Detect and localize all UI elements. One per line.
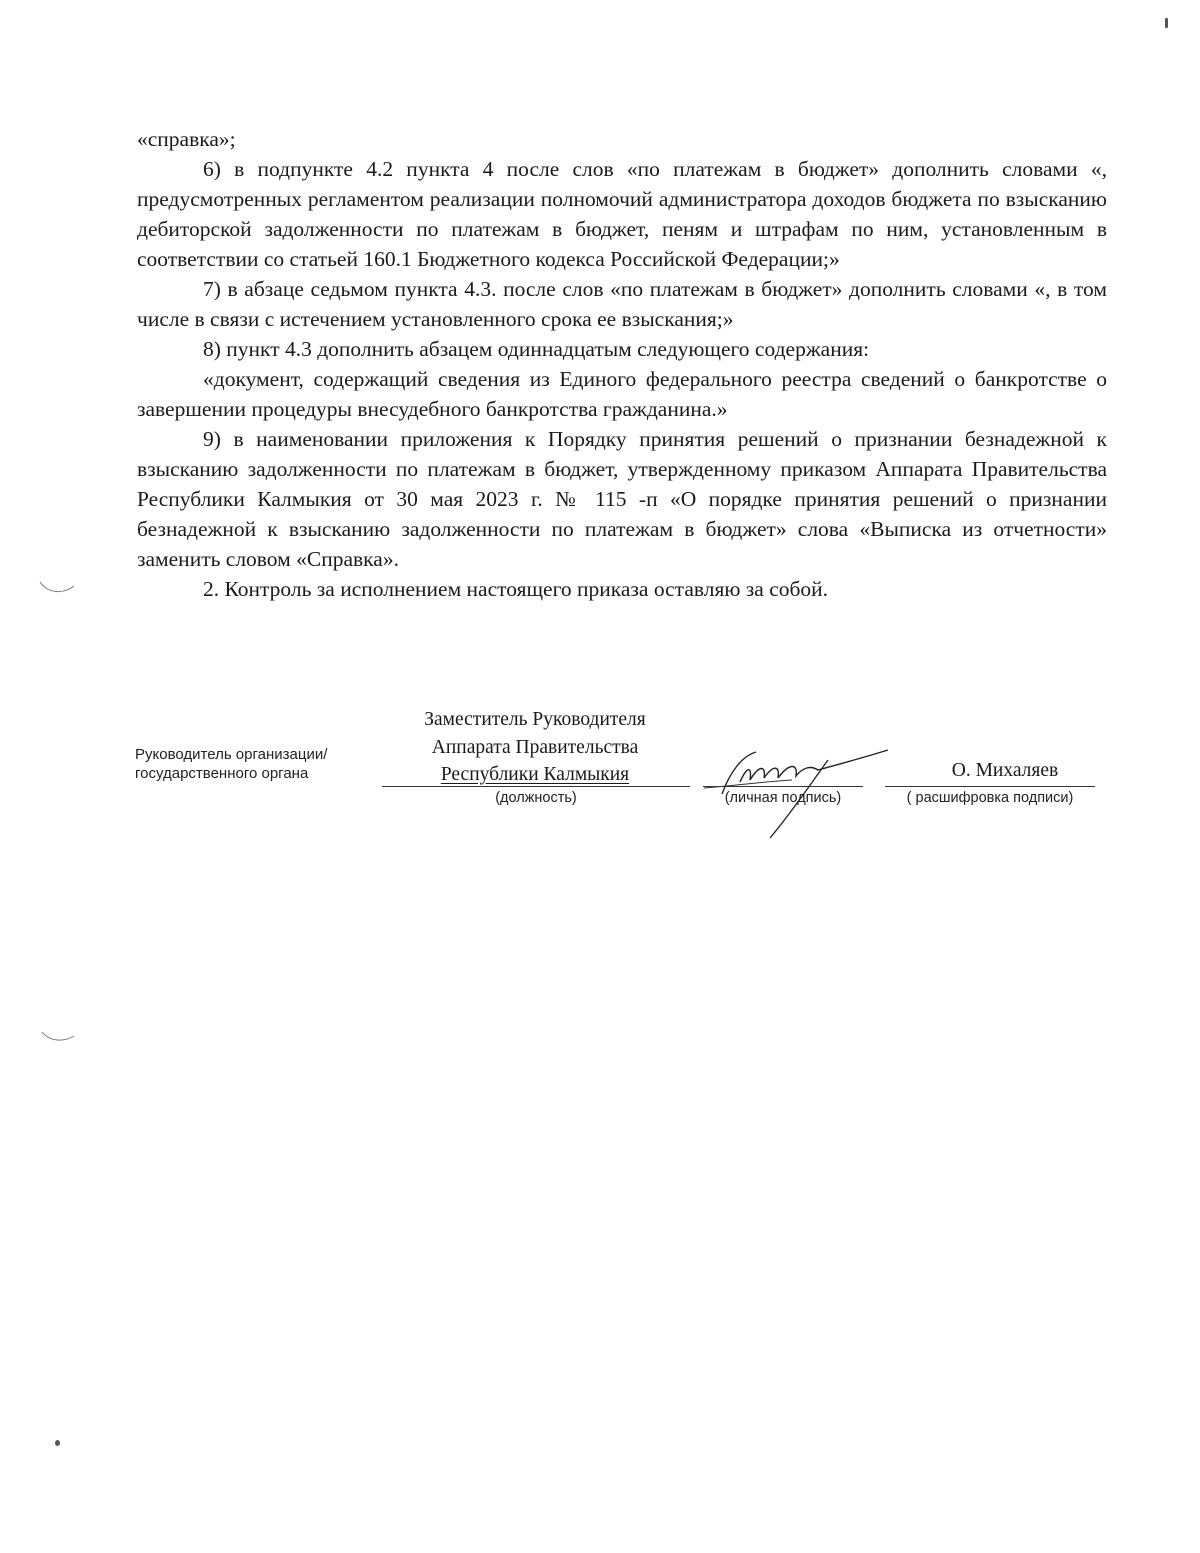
- signature-caption: (личная подпись): [724, 790, 842, 806]
- scan-mark: [40, 1030, 76, 1046]
- position-caption: (должность): [495, 790, 577, 806]
- handwritten-signature: [700, 742, 900, 842]
- position-line-3: Республики Калмыкия: [440, 764, 630, 785]
- paragraph-4: 8) пункт 4.3 дополнить абзацем одиннадцатым следующего содержания:: [203, 337, 870, 361]
- position-title: [382, 706, 688, 789]
- org-label: [135, 745, 385, 783]
- paragraph-5: «документ, содержащий сведения из Единого федерального реестра сведений о банкротстве о завершении процедуры внесудебного банкротства гражданина.»: [137, 367, 1107, 421]
- name-underline: [885, 786, 1095, 787]
- scan-speck: [1165, 18, 1168, 28]
- position-line-1: Заместитель Руководителя: [424, 709, 646, 730]
- paragraph-7: 2. Контроль за исполнением настоящего приказа оставляю за собой.: [203, 577, 829, 601]
- org-label-line-1: Руководитель организации/: [135, 746, 328, 763]
- paragraph-2: 6) в подпункте 4.2 пункта 4 после слов «по платежам в бюджет» дополнить словами «, предусмотренных регламентом реализации полномочий администратора доходов бюджета по взысканию дебиторской задолженности по платежам в бюджет, пеням и штрафам по ним, установленным в соответствии со статьей 160.1 Бюджетного кодекса Российской Федерации;»: [137, 157, 1107, 271]
- position-underline: [382, 786, 690, 787]
- paragraph-1: «справка»;: [137, 127, 236, 151]
- name-caption: ( расшифровка подписи): [906, 790, 1074, 806]
- scan-speck: [55, 1440, 60, 1446]
- scan-mark: [38, 578, 78, 598]
- paragraph-3: 7) в абзаце седьмом пункта 4.3. после слов «по платежам в бюджет» дополнить словами «, в том числе в связи с истечением установленного срока ее взыскания;»: [137, 277, 1107, 331]
- org-label-line-2: государственного органа: [135, 765, 309, 782]
- paragraph-6: 9) в наименовании приложения к Порядку принятия решений о признании безнадежной к взысканию задолженности по платежам в бюджет, утвержденному приказом Аппарата Правительства Республики Калмыкия от 30 мая 2023 г. № 115 -п «О порядке принятия решений о признании безнадежной к взысканию задолженности по платежам в бюджет» слова «Выписка из отчетности» заменить словом «Справка».: [137, 427, 1107, 571]
- position-line-2: Аппарата Правительства: [431, 736, 639, 758]
- signer-name: О. Михаляев: [951, 760, 1059, 781]
